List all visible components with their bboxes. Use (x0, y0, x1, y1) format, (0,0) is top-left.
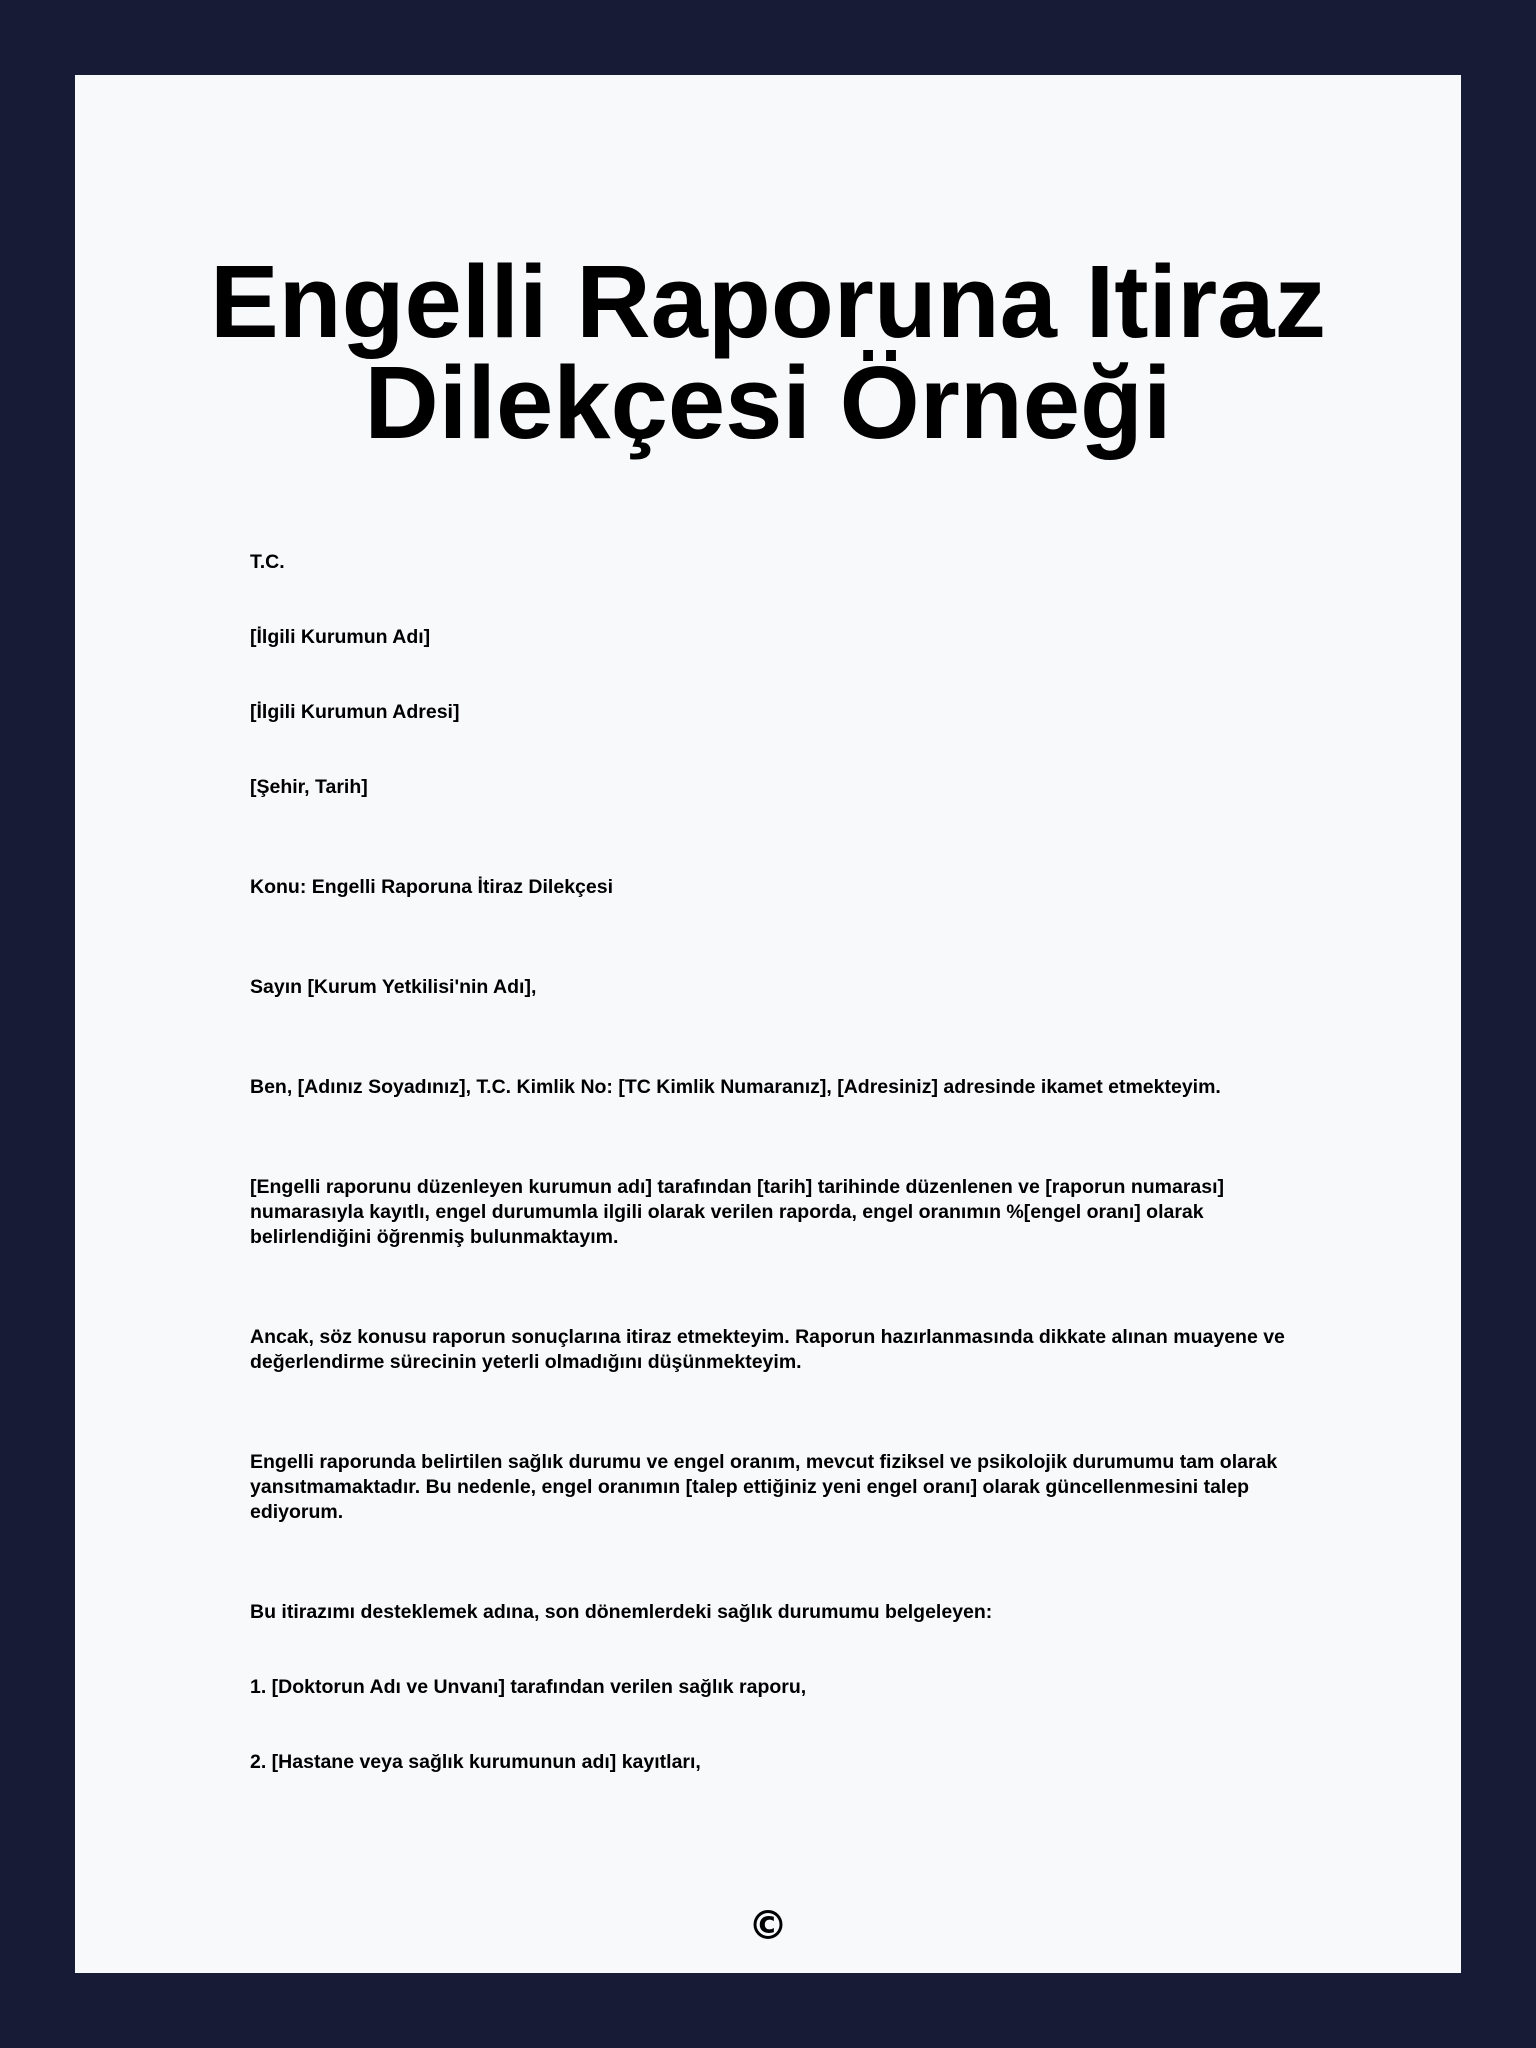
list-item-doctor-report: 1. [Doktorun Adı ve Unvanı] tarafından verilen sağlık raporu, (250, 1676, 807, 1698)
header-institution-name: [İlgili Kurumun Adı] (250, 626, 431, 648)
header-institution-address: [İlgili Kurumun Adresi] (250, 701, 460, 723)
list-item-hospital-records: 2. [Hastane veya sağlık kurumunun adı] kayıtları, (250, 1751, 701, 1773)
header-city-date: [Şehir, Tarih] (250, 776, 368, 798)
copyright-icon: © (748, 1903, 788, 1949)
salutation: Sayın [Kurum Yetkilisi'nin Adı], (250, 976, 537, 998)
subject-line: Konu: Engelli Raporuna İtiraz Dilekçesi (250, 876, 613, 898)
paragraph-support: Bu itirazımı desteklemek adına, son dönemlerdeki sağlık durumumu belgeleyen: (250, 1601, 993, 1623)
document-title: Engelli Raporuna Itiraz Dilekçesi Örneği (209, 244, 1326, 460)
paragraph-objection: Ancak, söz konusu raporun sonuçlarına itiraz etmekteyim. Raporun hazırlanmasında dikkate alınan muayene ve değerlendirme sürecinin yeterli olmadığını düşünmekteyim. (250, 1326, 1285, 1373)
header-tc: T.C. (250, 551, 285, 573)
paragraph-report-info: [Engelli raporunu düzenleyen kurumun adı] tarafından [tarih] tarihinde düzenlenen ve [raporun numarası] numarasıyla kayıtlı, engel durumumla ilgili olarak verilen raporda, engel oranımın %[engel oranı] olarak belirlendiğini öğrenmiş bulunmaktayım. (250, 1176, 1225, 1248)
document-page (75, 75, 1461, 1973)
paragraph-request: Engelli raporunda belirtilen sağlık durumu ve engel oranım, mevcut fiziksel ve psikolojik durumumu tam olarak yansıtmamaktadır. Bu nedenle, engel oranımın [talep ettiğiniz yeni engel oranı] olarak güncellenmesini talep ediyorum. (250, 1451, 1278, 1523)
paragraph-identity: Ben, [Adınız Soyadınız], T.C. Kimlik No: [TC Kimlik Numaranız], [Adresiniz] adresinde ikamet etmekteyim. (250, 1076, 1221, 1098)
